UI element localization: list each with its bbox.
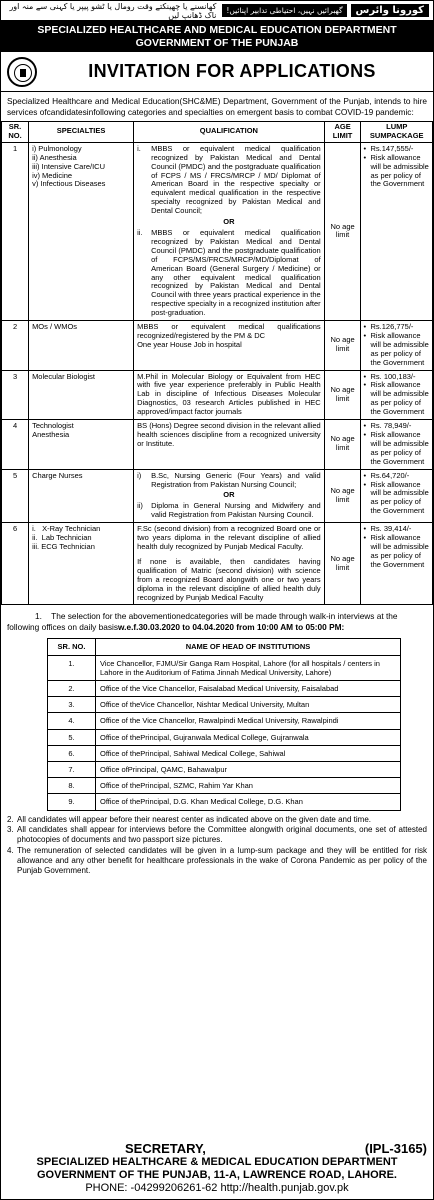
qualification-text: MBBS or equivalent medical qualification recognized by Pakistan Medical and Dental Council (PMDC) and the postgraduate qualification of FCPS / MS / FRCS/MRCP / MD/ Diplomat of American Board in the respective specialty or equivalent medical qualification in the respective specialty recognized by Pakistan Medical and Dental Council; (151, 143, 321, 216)
department-line-2: GOVERNMENT OF THE PUNJAB (135, 37, 299, 49)
row-specialties (29, 321, 134, 371)
table-row (2, 370, 433, 420)
row-specialties (29, 370, 134, 420)
footer-department: SPECIALIZED HEALTHCARE & MEDICAL EDUCATION DEPARTMENT (36, 1156, 398, 1168)
specialties-table-header (2, 122, 433, 143)
row-qualification (134, 420, 325, 470)
lump-risk: Risk allowance will be admissible as per policy of the Government (370, 152, 429, 189)
row-qualification (134, 370, 325, 420)
qualification-number: ii. (137, 227, 143, 237)
list-item (7, 846, 427, 875)
inst-sr: 8. (48, 778, 96, 794)
inst-name: Office of thePrincipal, Sahiwal Medical College, Sahiwal (96, 745, 401, 761)
header-specialties: SPECIALTIES (29, 122, 134, 143)
table-row (2, 142, 433, 320)
inst-sr: 4. (48, 713, 96, 729)
qualification-or: OR (223, 217, 235, 227)
table-row (48, 713, 401, 729)
lump-amount: Rs. 39,414/- (370, 524, 412, 534)
inst-sr: 9. (48, 794, 96, 810)
lump-amount: Rs. 100,183/- (370, 371, 416, 381)
specialty-item: i. X-Ray Technician (32, 524, 101, 534)
institutions-table-header (48, 639, 401, 655)
notes-list (1, 811, 433, 876)
qualification-text: F.Sc (second division) from a recognized Board one or two years diploma in the relevant discipline of allied health duly recognized by Punjab Medical Faculty. (137, 524, 321, 551)
note-text: The remuneration of selected candidates will be given in a lump-sum package and they will be entitled for risk allowance and any other benefit for healthcare professionals in the wake of Corona Pandemic as per policy of the Punjab Government. (17, 846, 427, 875)
lump-risk: Risk allowance will be admissible as per policy of the Government (370, 533, 429, 569)
inst-name: Office of thePrincipal, SZMC, Rahim Yar Khan (96, 778, 401, 794)
lump-amount: Rs.147,555/- (370, 143, 414, 153)
row-lump-sum: • Rs. 39,414/- • Risk allowance will be admissible as per policy of the Government (361, 523, 433, 605)
row-qualification (134, 523, 325, 605)
row-age-limit: No age limit (324, 420, 361, 470)
note-number: 2. (7, 814, 14, 824)
specialty-item: iii. ECG Technician (32, 541, 95, 551)
table-row (48, 745, 401, 761)
footer (1, 1141, 433, 1199)
table-row (48, 762, 401, 778)
row-qualification (134, 142, 325, 320)
qualification-text: MBBS or equivalent medical qualification recognized by Pakistan Medical and Dental Council (PMDC) and the postgraduate qualification of FCPS/MS/FRCS/MRCP/MD/Diplomat of American Board (General Surgery / Medicine) or any other equivalent medical qualification recognized by Pakistan Medical and Dental Council with three years practical experience in the respective specialty in a recognized institution after post-graduation. (151, 227, 321, 318)
walkin-dates: w.e.f.30.03.2020 to 04.04.2020 from 10:00 AM to 05:00 PM: (118, 621, 345, 632)
lump-risk: Risk allowance will be admissible as per policy of the Government (370, 430, 429, 466)
table-row (48, 681, 401, 697)
table-row (48, 794, 401, 810)
page-title: INVITATION FOR APPLICATIONS (88, 61, 376, 81)
urdu-header (1, 1, 433, 21)
intro-paragraph: Specialized Healthcare and Medical Education(SHC&ME) Department, Government of the Punjab, intends to hire services ofcandidatesinfollowing categories and specialties on emergent basis to combat COVID-19 pandemic: (7, 96, 427, 117)
list-item (7, 825, 427, 845)
row-specialties (29, 469, 134, 523)
footer-secretary: SECRETARY, (125, 1141, 206, 1156)
row-qualification (134, 321, 325, 371)
header-age-limit: AGE LIMIT (324, 122, 361, 143)
inst-name: Office ofPrincipal, QAMC, Bahawalpur (96, 762, 401, 778)
row-lump-sum: • Rs.126,775/- • Risk allowance will be admissible as per policy of the Government (361, 321, 433, 371)
specialty-item: MOs / WMOs (32, 322, 78, 332)
walkin-paragraph (1, 605, 433, 636)
lump-amount: Rs. 78,949/- (370, 421, 412, 431)
lump-amount: Rs.64,720/- (370, 470, 410, 480)
note-text: All candidates shall appear for interviews before the Committee alongwith original documents, one set of attested photocopies of documents and two passport size pictures. (17, 825, 427, 845)
row-specialties (29, 142, 134, 320)
inst-sr: 2. (48, 681, 96, 697)
row-age-limit: No age limit (324, 523, 361, 605)
lump-risk: Risk allowance will be admissible as per policy of the Government (370, 380, 429, 417)
row-lump-sum: • Rs. 78,949/- • Risk allowance will be admissible as per policy of the Government (361, 420, 433, 470)
specialty-item: Molecular Biologist (32, 371, 96, 381)
row-age-limit: No age limit (324, 469, 361, 523)
inst-header-sr: SR. NO. (48, 639, 96, 655)
note-number: 4. (7, 846, 14, 856)
qualification-number: i) (137, 470, 142, 480)
row-age-limit: No age limit (324, 142, 361, 320)
department-line-1: SPECIALIZED HEALTHCARE AND MEDICAL EDUCATION DEPARTMENT (37, 24, 397, 36)
header-lump-sum: LUMP SUMPACKAGE (361, 122, 433, 143)
table-row (2, 469, 433, 523)
table-row (2, 523, 433, 605)
list-item (7, 815, 427, 825)
table-row (48, 778, 401, 794)
urdu-advice: کھانسنے یا چھینکتے وقت رومال یا ٹشو پیپر یا کہنی سے منہ اور ناک ڈھانپ لیں (9, 1, 217, 20)
qualification-text: B.Sc, Nursing Generic (Four Years) and valid Registration from Pakistan Nursing Council; (151, 470, 321, 489)
lump-amount: Rs.126,775/- (370, 322, 414, 332)
specialty-item: ii) Anesthesia (32, 152, 77, 162)
lump-risk: Risk allowance will be admissible as per policy of the Government (370, 330, 429, 367)
qualification-number: ii) (137, 501, 143, 511)
lump-risk: Risk allowance will be admissible as per policy of the Government (370, 479, 429, 516)
row-age-limit: No age limit (324, 321, 361, 371)
table-row (48, 655, 401, 680)
inst-name: Office of the Vice Chancellor, Faisalabad Medical University, Faisalabad (96, 681, 401, 697)
table-row (2, 321, 433, 371)
specialty-item: iv) Medicine (32, 170, 73, 180)
row-qualification (134, 469, 325, 523)
qualification-text: BS (Hons) Degree second division in the relevant allied health sciences discipline from a recognized university or Institute. (137, 421, 321, 448)
specialty-item: Technologist (32, 421, 74, 431)
inst-sr: 3. (48, 697, 96, 713)
walkin-number: 1. (35, 611, 42, 622)
footer-contact: PHONE: -04299206261-62 http://health.punjab.gov.pk (85, 1182, 349, 1194)
inst-sr: 7. (48, 762, 96, 778)
row-lump-sum: • Rs. 100,183/- • Risk allowance will be admissible as per policy of the Government (361, 370, 433, 420)
row-sr: 1 (2, 142, 29, 320)
row-sr: 4 (2, 420, 29, 470)
footer-address: GOVERNMENT OF THE PUNJAB, 11-A, LAWRENCE ROAD, LAHORE. (37, 1169, 397, 1181)
qualification-or: OR (223, 490, 235, 500)
qualification-text: M.Phil in Molecular Biology or Equivalent from HEC with five year experience preferably in Public Health Lab in discipline of Infectious Diseases Molecular Diagnostics, 03 research Articles published in HEC approved/impact factor journals (137, 371, 321, 417)
department-banner (1, 21, 433, 52)
row-lump-sum: • Rs.147,555/- • Risk allowance will be admissible as per policy of the Government (361, 142, 433, 320)
inst-name: Office of theVice Chancellor, Nishtar Medical University, Multan (96, 697, 401, 713)
punjab-logo-icon (7, 57, 37, 87)
row-lump-sum: • Rs.64,720/- • Risk allowance will be admissible as per policy of the Government (361, 469, 433, 523)
specialty-item: iii) Intensive Care/ICU (32, 161, 106, 171)
specialties-table (1, 121, 433, 605)
row-sr: 2 (2, 321, 29, 371)
table-row (48, 697, 401, 713)
specialty-item: i) Pulmonology (32, 143, 82, 153)
inst-name: Office of thePrincipal, Gujranwala Medical College, Gujranwala (96, 729, 401, 745)
table-row (2, 420, 433, 470)
note-number: 3. (7, 825, 14, 835)
header-qualification: QUALIFICATION (134, 122, 325, 143)
header-sr: SR. NO. (2, 122, 29, 143)
specialty-item: Charge Nurses (32, 470, 83, 480)
inst-name: Vice Chancellor, FJMU/Sir Ganga Ram Hospital, Lahore (for all hospitals / centers in Lahore in the Auditorium of Fatima Jinnah Medical University, Lahore) (96, 655, 401, 680)
row-sr: 3 (2, 370, 29, 420)
urdu-brand: کورونا وائرس (351, 4, 429, 17)
inst-sr: 1. (48, 655, 96, 680)
specialty-item: ii. Lab Technician (32, 533, 92, 543)
qualification-extra: If none is available, then candidates having qualification of Matric (second division) with science from a recognized Board alongwith one or two years diploma in the relevant discipline of allied health duly recognized by Punjab Medical Faculty (137, 556, 321, 602)
qualification-number: i. (137, 143, 141, 153)
row-sr: 6 (2, 523, 29, 605)
inst-name: Office of the Vice Chancellor, Rawalpindi Medical University, Rawalpindi (96, 713, 401, 729)
inst-sr: 5. (48, 729, 96, 745)
row-sr: 5 (2, 469, 29, 523)
walkin-text: The selection for the abovementionedcategories will be made through walk-in interviews at the following offices on daily basis (7, 611, 398, 632)
institutions-table (47, 638, 401, 810)
qualification-text: Diploma in General Nursing and Midwifery and valid Registration from Pakistan Nursing Council. (151, 501, 321, 520)
specialty-item: Anesthesia (32, 430, 70, 439)
row-age-limit: No age limit (324, 370, 361, 420)
urdu-slogan: گھبرائیں نہیں، احتیاطی تدابیر اپنائیں! (222, 4, 346, 17)
qualification-text: MBBS or equivalent medical qualifications recognized/registered by the PM & DC (137, 322, 321, 340)
inst-header-name: NAME OF HEAD OF INSTITUTIONS (96, 639, 401, 655)
inst-name: Office of thePrincipal, D.G. Khan Medical College, D.G. Khan (96, 794, 401, 810)
row-specialties (29, 523, 134, 605)
table-row (48, 729, 401, 745)
title-row (1, 52, 433, 92)
row-specialties (29, 420, 134, 470)
footer-ipl: (IPL-3165) (364, 1141, 427, 1156)
inst-sr: 6. (48, 745, 96, 761)
specialty-item: v) Infectious Diseases (32, 179, 106, 189)
note-text: All candidates will appear before their nearest center as indicated above on the given date and time. (17, 814, 371, 824)
qualification-extra: One year House Job in hospital (137, 339, 242, 349)
